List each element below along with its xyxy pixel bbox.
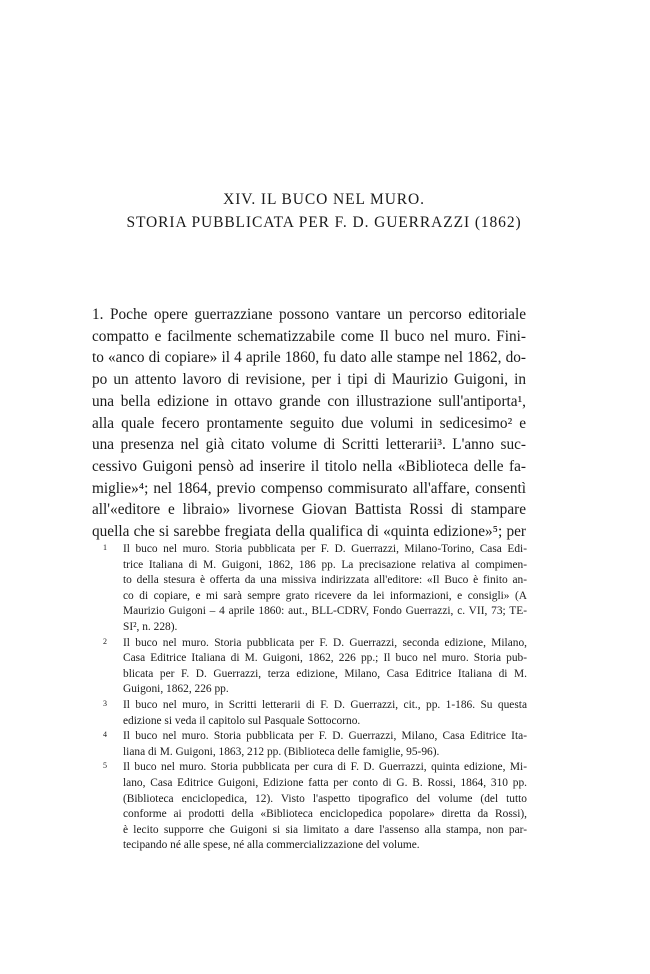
footnote-3: [97, 698, 527, 729]
footnotes: [97, 542, 527, 854]
footnote-line: trice Italiana di M. Guigoni, 1862, 186 pp. La precisazione relativa al compimen-: [123, 558, 527, 571]
paragraph-line: una bella edizione in ottavo grande con illustrazione sull'antiporta¹,: [92, 392, 526, 410]
footnote-line: conforme ai prodotti della «Biblioteca enciclopedica popolare» diretta da Rossi),: [123, 808, 527, 821]
footnote-line: lano, Casa Editrice Guigoni, Edizione fatta per conto di G. B. Rossi, 1864, 310 pp.: [123, 776, 527, 789]
footnote-number: 5: [103, 761, 107, 771]
paragraph-line: all'«editore e libraio» livornese Giovan Battista Rossi di stampare: [92, 501, 526, 519]
footnote-line: Maurizio Guigoni – 4 aprile 1860: aut., BLL-CDRV, Fondo Guerrazzi, c. VII, 73; TE-: [123, 605, 527, 618]
chapter-title-line-2: STORIA PUBBLICATA PER F. D. GUERRAZZI (1862): [126, 214, 522, 231]
footnote-5: [97, 760, 527, 854]
footnote-line: Il buco nel muro. Storia pubblicata per F. D. Guerrazzi, Milano, Casa Editrice Ita-: [123, 730, 527, 743]
footnote-line: Il buco nel muro. Storia pubblicata per F. D. Guerrazzi, seconda edizione, Milano,: [123, 636, 527, 649]
chapter-title-line-1: XIV. IL BUCO NEL MURO.: [223, 191, 425, 208]
footnote-line: edizione si veda il capitolo sul Pasquale Sottocorno.: [123, 714, 361, 727]
footnote-line: liana di M. Guigoni, 1863, 212 pp. (Biblioteca delle famiglie, 95-96).: [123, 745, 440, 758]
footnote-line: Il buco nel muro, in Scritti letterarii di F. D. Guerrazzi, cit., pp. 1-186. Su questa: [123, 698, 527, 711]
paragraph-line: compatto e facilmente schematizzabile come Il buco nel muro. Fini-: [92, 327, 526, 345]
paragraph-line: alla quale fecero prontamente seguito due volumi in sedicesimo² e: [92, 414, 526, 432]
footnote-line: to della stesura è offerta da una missiva indirizzata all'editore: «Il Buco è finito an-: [123, 574, 527, 587]
paragraph-line: quella che si sarebbe fregiata della qualifica di «quinta edizione»⁵; per: [92, 523, 526, 541]
footnote-4: [97, 729, 527, 760]
footnote-line: SI², n. 228).: [123, 620, 178, 633]
paragraph-line: cessivo Guigoni pensò ad inserire il titolo nella «Biblioteca delle fa-: [92, 457, 526, 475]
footnote-line: Il buco nel muro. Storia pubblicata per F. D. Guerrazzi, Milano-Torino, Casa Edi-: [123, 543, 527, 555]
paragraph-line: 1. Poche opere guerrazziane possono vantare un percorso editoriale: [92, 306, 526, 323]
footnote-number: 3: [103, 698, 107, 708]
footnote-1: [97, 542, 527, 636]
paragraph-line: una presenza nel già citato volume di Scritti letterarii³. L'anno suc-: [92, 436, 526, 454]
footnote-line: (Biblioteca enciclopedica, 12). Visto l'aspetto tipografico del volume (del tutto: [123, 792, 527, 805]
footnote-number: 2: [103, 636, 107, 646]
footnote-number: 4: [103, 730, 107, 740]
footnote-2: [97, 636, 527, 698]
footnote-line: Casa Editrice Italiana di M. Guigoni, 1862, 226 pp.; Il buco nel muro. Storia pub-: [123, 652, 527, 665]
footnote-line: Guigoni, 1862, 226 pp.: [123, 683, 229, 696]
footnote-line: tecipando né alle spese, né alla commercializzazione del volume.: [123, 839, 420, 852]
footnote-line: co di copiare, e mi sarà sempre grato ricevere da lei informazioni, e consigli» (A: [123, 589, 527, 602]
footnote-line: blicata per F. D. Guerrazzi, terza edizione, Milano, Casa Editrice Italiana di M.: [123, 667, 527, 680]
paragraph-line: miglie»⁴; nel 1864, previo compenso commisurato all'affare, consentì: [92, 479, 526, 497]
footnote-number: 1: [103, 543, 107, 552]
paragraph-line: to «anco di copiare» il 4 aprile 1860, fu dato alle stampe nel 1862, do-: [92, 349, 526, 367]
footnote-line: Il buco nel muro. Storia pubblicata per cura di F. D. Guerrazzi, quinta edizione, Mi-: [123, 761, 527, 774]
footnote-line: è lecito supporre che Guigoni si sia limitato a dare l'assenso alla stampa, non par-: [123, 823, 527, 836]
main-paragraph: [92, 304, 526, 543]
paragraph-line: po un attento lavoro di revisione, per i tipi di Maurizio Guigoni, in: [92, 371, 526, 389]
